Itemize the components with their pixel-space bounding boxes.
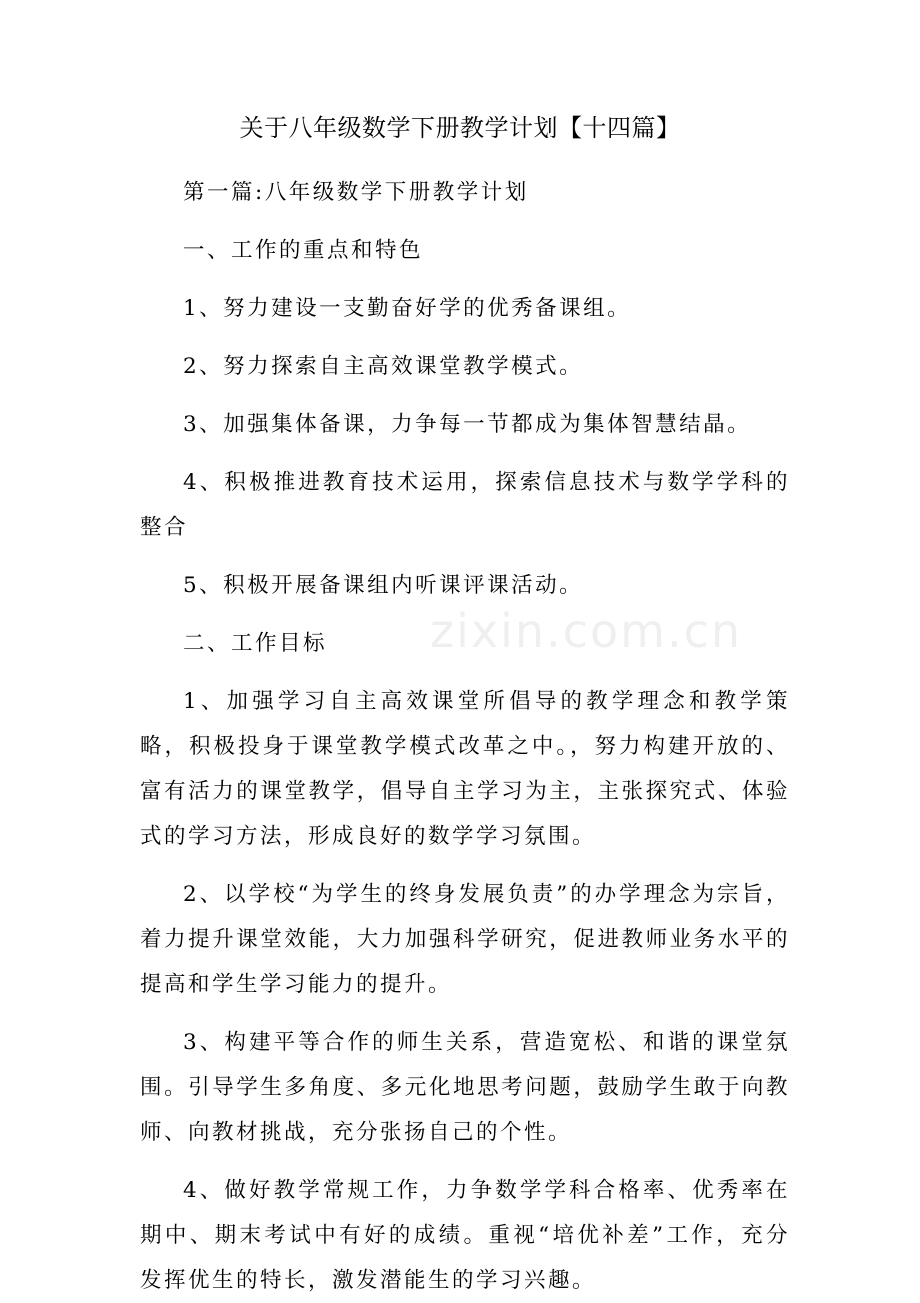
section-heading-goals: 二、工作目标	[183, 631, 328, 656]
list-item-goal-4: 4、做好教学常规工作，力争数学学科合格率、优秀率在期中、期末考试中有好的成绩。重视“培优补差”工作，充分发挥优生的特长，激发潜能生的学习兴趣。	[140, 1178, 790, 1293]
list-item-focus-5: 5、积极开展备课组内听课评课活动。	[183, 573, 584, 598]
list-item-focus-1: 1、努力建设一支勤奋好学的优秀备课组。	[183, 296, 632, 321]
list-item-focus-3: 3、加强集体备课，力争每一节都成为集体智慧结晶。	[183, 412, 752, 437]
list-item-goal-3: 3、构建平等合作的师生关系，营造宽松、和谐的课堂氛围。引导学生多角度、多元化地思考问题，鼓励学生敢于向教师、向教材挑战，充分张扬自己的个性。	[140, 1030, 790, 1145]
list-item-goal-1: 1、加强学习自主高效课堂所倡导的教学理念和教学策略，积极投身于课堂教学模式改革之中。，努力构建开放的、富有活力的课堂教学，倡导自主学习为主，主张探究式、体验式的学习方法，形成良好的数学学习氛围。	[140, 689, 790, 849]
list-item-focus-2: 2、努力探索自主高效课堂教学模式。	[183, 354, 584, 379]
list-item-goal-2: 2、以学校“为学生的终身发展负责”的办学理念为宗旨，着力提升课堂效能，大力加强科学研究，促进教师业务水平的提高和学生学习能力的提升。	[140, 882, 790, 997]
document-body	[140, 170, 790, 1303]
list-item-focus-4: 4、积极推进教育技术运用，探索信息技术与数学学科的整合	[140, 470, 790, 540]
section-heading-chapter: 第一篇:八年级数学下册教学计划	[183, 180, 529, 205]
section-heading-focus: 一、工作的重点和特色	[183, 238, 424, 263]
watermark: zixin.com.cn	[430, 604, 743, 658]
document-title: 关于八年级数学下册教学计划【十四篇】	[239, 114, 681, 142]
